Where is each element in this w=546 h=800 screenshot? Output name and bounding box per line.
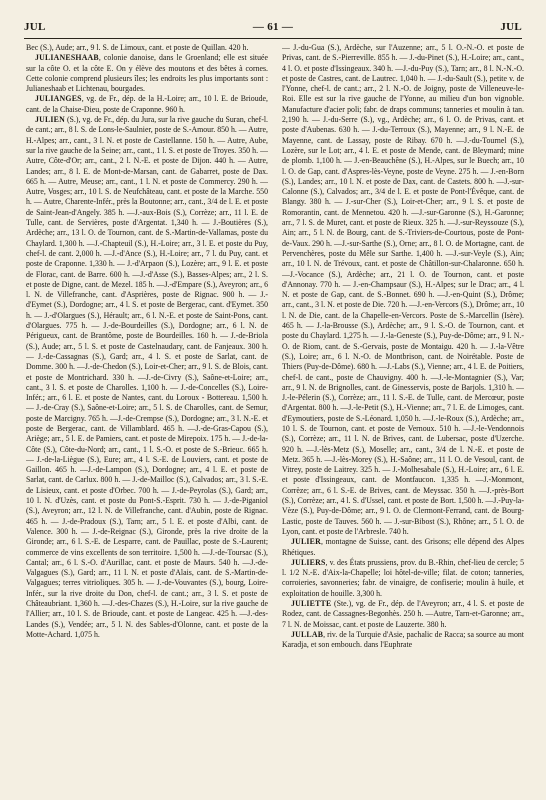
entry-text: , riv. de la Turquie d'Asie, pachalic de Racca; sa source au mont Karadja, et son embouch. dans l'Euphrate (282, 629, 524, 650)
header-rule (24, 38, 522, 39)
entry-headword: JULIEN (35, 115, 65, 125)
entry-text: , montagne de Suisse, cant. des Grisons; elle dépend des Alpes Rhétiques. (282, 537, 524, 557)
dictionary-entry (282, 537, 524, 558)
dictionary-entry (282, 630, 524, 651)
entry-text: , colonie danoise, dans le Groenland; elle est située sur la côte O. et la côte E. On y élève des moutons et des bêtes à cornes. Cette colonie comprend plusieurs îles; les endroits les plus importants sont : Julianeshaab et Lichtenau, bourgades. (26, 53, 268, 94)
entry-headword: JULIANESHAAB (35, 53, 99, 63)
dictionary-entry (282, 43, 524, 537)
entry-headword: JULIER (291, 537, 321, 547)
entry-text: (Ste.), vg. de Fr., dép. de l'Aveyron; arr., 4 l. S. et poste de Rodez, cant. de Cassagnes-Begonhès. 250 h. —Autre, Tarn-et-Garonne; arr., 7 l. N. de Moissac, cant. et poste de Lauzerte. 380 h. (282, 599, 524, 629)
page-number: — 61 — (252, 21, 294, 33)
running-head-left: JUL (24, 21, 46, 33)
dictionary-entry (26, 43, 268, 53)
entry-text: — J.-du-Gua (S.), Ardèche, sur l'Auzenne; arr., 5 l. O.-N.-O. et poste de Privas, cant. de S.-Pierreville. 855 h. — J.-du-Pinet (S.), H.-Loire; arr., cant., 4 l. O. et poste d'Issingeaux. 340 h. —J.-du-Puy (S.), Tarn; arr., 8 l. N.-N.-O. et poste de Castres, cant. de Lautrec. 1,040 h. — J.-du-Sault (S.), petite v. de l'Yonne, chef-l. de cant.; arr., 2 l. N.-O. de Joigny, poste de Villeneuve-le-Roi. Elle est sur la rive gauche de l'Yonne, au milieu d'un bon vignoble. Manufacture d'acier poli; fabr. de draps communs; tanneries et moulin à tan. 2,190 h. — J.-du-Serre (S.), vg., Ardèche; arr., 6 l. O. de Privas, cant. et poste d'Aubenas. 630 h. — J.-du-Terroux (S.), Mayenne; arr., 9 l. N.-E. de Mayenne, cant. de Lassay, poste de Ribay. 670 h. —J.-du-Tournel (S.), Lozère, sur le Lot; arr., 4 l. E. et poste de Mende, cant. de Bleymard; mine de plomb. 1,100 h. — J.-en-Beauchêne (S.), H.-Alpes, sur le Buech; arr., 10 l. O. de Gap, cant. d'Aspres-lès-Veyne, poste de Veyne. 275 h. — J.-en-Born (S.), Landes; arr., 10 l. N. et poste de Dax, cant. de Castets. 800 h. —J.-sur-Calonne (S.), Calvados; arr., 3/4 de l. E. et poste de Pont-l'Évêque, cant. de Blangy. 380 h. — J.-sur-Cher (S.), Loir-et-Cher; arr., 9 l. S. et poste de Romorantin, cant. de Mennetou. 420 h. —J.-sur-Garonne (S.), H.-Garonne; arr., 7 l. S. de Muret, cant. et poste de Rieux. 325 h. —J.-sur-Reyssouze (S.), Ain; arr., 5 l. N. de Bourg, cant. de S.-Triviers-de-Courtous, poste de Pont-de-Vaux. 290 h. —J.-sur-Sarthe (S.), Orne; arr., 8 l. O. de Mortagne, cant. de Pervenchères, poste du Mêle sur Sarthe. 1,400 h. —J.-sur-Veyle (S.), Ain; arr., 10 l. N. de Trévoux, cant. et poste de Châtillon-sur-Chalaronne. 650 h. —J.-Vocance (S.), Ardèche; arr., 21 l. O. de Tournon, cant. et poste d'Annonay. 770 h. — J.-en-Champsaur (S.), H.-Alpes; sur le Drac; arr., 4 l. N. et poste de Gap, cant. de S.-Bonnet. 690 h. —J.-en-Quint (S.), Drôme; arr., cant., 3 l. N. et poste de Die. 720 h. —J.-en-Vercors (S.), Drôme; arr., 10 l. N. de Die, cant. de la Chapelle-en-Vercors. Poste de S.-Marcellin (Isère). 465 h. — J.-la-Brousse (S.), Ardèche; arr., 9 l. S.-O. de Tournon, cant. et poste du Chaylard. 1,275 h. — J.-la-Geneste (S.), Puy-de-Dôme; arr., 9 l. N.-O. de Riom, cant. de S.-Gervais, poste de Montaigu. 420 h. — J.-la-Vêtre (S.), Loire; arr., 6 l. N.-O. de Montbrison, cant. de Noirétable. Poste de Thiers (Puy-de-Dôme). 680 h. —J.-Labs (S.), Vienne; arr., 4 l. E. de Poitiers, chef-l. de cant., poste de Chauvigny. 400 h. —J.-le-Montagnier (S.), Var; arr., 9 l. N. de Brignolles, cant. de Ginesservis, poste de Barjols. 1,310 h. — J.-le-Pélerin (S.), Corrèze; arr., 11 l. S.-E. de Tulle, cant. de Mercœur, poste d'Argentat. 800 h. —J.-le-Petit (S.), H.-Vienne; arr., 7 l. E. de Limoges, cant. d'Eymoutiers, poste de S.-Léonard. 1,050 h. —J.-le-Roux (S.), Ardèche; arr., 10 l. S. de Tournon, cant. et poste de Vernoux. 510 h. —J.-le-Vendonnois (S.), Corrèze; arr., 11 l. N. de Brives, cant. de Lubersac, poste d'Uzerche. 920 h. —J.-lès-Metz (S.), Moselle; arr., cant., 3/4 de l. N.-E. et poste de Metz. 365 h. —J.-lès-Morey (S.), H.-Saône; arr., 11 l. O. de Vesoul, cant. de Vitrey, poste de Laitrey. 325 h. — J.-Molhesabale (S.), H.-Loire; arr., 6 l. E. et poste d'Issingeaux, cant. de Montfaucon. 1,335 h. —J.-Monmont, Corrèze; arr., 6 l. S.-E. de Brives, cant. de Meyssac. 350 h. —J.-près-Bort (S.), Corrèze; arr., 4 l. S. d'Ussel, cant. et poste de Bort. 1,500 h. —J.-Puy-la-Vèze (S.), Puy-de-Dôme; arr., 9 l. O. de Clermont-Ferrand, cant. de Bourg-Lastic, poste de Tauves. 560 h. — J.-sur-Bibost (S.), Rhône; arr., 5 l. O. de Lyon, cant. et poste de l'Arbresle. 740 h. (282, 43, 524, 536)
page-header (24, 21, 522, 37)
dictionary-entry (282, 599, 524, 630)
entry-headword: JULIERS (291, 557, 326, 567)
dictionary-entry (26, 94, 268, 115)
dictionary-entry (26, 115, 268, 640)
entry-text: , vg. de Fr., dép. de la H.-Loire; arr., 10 l. E. de Brioude, cant. de la Chaise-Dieu, poste de Craponne. 960 h. (26, 94, 268, 114)
entry-headword: JULIANGES (35, 94, 82, 104)
entry-headword: JULIETTE (291, 599, 332, 609)
left-column (26, 43, 268, 793)
right-column (282, 43, 524, 793)
dictionary-entry (26, 53, 268, 94)
entry-text: , v. des États prussiens, prov. du B.-Rhin, chef-lieu de cercle; 5 l. 1/2 N.-E. d'Aix-la-Chapelle; loi hôtel-de-ville; filat. de coton; tanneries, corroieries, savonneries; fabr. de vinaigre, de confiserie; moulin à huile, et exploitation de houille. 3,300 h. (282, 557, 524, 598)
entry-text: Bec (S.), Aude; arr., 9 l. S. de Limoux, cant. et poste de Quillan. 420 h. (26, 43, 249, 52)
running-head-right: JUL (500, 21, 522, 33)
entry-headword: JULLAB (291, 629, 324, 639)
dictionary-entry (282, 558, 524, 599)
entry-text: (S.), vg. de Fr., dép. du Jura, sur la rive gauche du Suran, chef-l. de cant.; arr., 8 l. S. de Lons-le-Saulnier, poste de S.-Amour. 850 h. — Autre, H.-Alpes; arr., cant., 3 l. N. et poste de Castellanne. 150 h. — Autre, Aube, sur la rive gauche de la Seine; arr., cant., 1 l. S. et poste de Troyes. 350 h. — Autre, Côte-d'Or; arr., cant., 2 l. N.-E. et poste de Dijon. 440 h. — Autre, Landes; arr., 8 l. E. de Mont-de-Marsan, cant. de Gabarret, poste de Dax. 665 h. — Autre, Meuse; arr., cant., 1 l. N. et poste de Commercy. 290 h. — Autre, Vosges; arr., 10 l. S. de Neufchâteau, cant. et poste de la Marche. 550 h. — Autre, Charente-Infér., près la Boutonne; arr., cant., 3/4 de l. E. et poste de Saint-Jean-d'Angely. 385 h. —J.-aux-Bois (S.), Corrèze; arr., 11 l. E. de Tulle, cant. de Servières, poste d'Argentat. 1,340 h. — J.-Boutières (S.), Ardèche; arr., 13 l. O. de Tournon, cant. de S.-Martin-de-Vallamas, poste du Chaylard. 1,300 h. —J.-Chapteuil (S.), H.-Loire; arr., 3 l. E. et poste du Puy, chef-l. de cant. 2,000 h. —J.-d'Ance (S.), H.-Loire; arr., 7 l. du Puy, cant. et poste de Craponne. 1,330 h. — J.-d'Arpaon (S.), Lozère; arr., 9 l. E. et poste de Florac, cant. de Barre. 600 h. —J.-d'Asse (S.), Basses-Alpes; arr., 2 l. S. et poste de Digne, cant. de Mezel. 185 h. —J.-d'Empare (S.), Aveyron; arr., 6 l. N. de Villefranche, cant. d'Asprières, poste de Rignac. 900 h. — J.-d'Eymet (S.), Dordogne; arr., 4 l. S. et poste de Bergerac, cant. d'Eymet. 350 h. — J.-d'Olargues (S.), Hérault; arr., 6 l. N.-E. et poste de Saint-Pons, cant. d'Olargues. 775 h. — J.-de-Bourdeilles (S.), Dordogne; arr., 6 l. N. de Périgueux, cant. de Brantôme, poste de Bourdeilles. 160 h. — J.-de-Briola (S.), Aude; arr., 5 l. S. et poste de Castelnaudary, cant. de Fanjeaux. 300 h. — J.-de-Cassagnas (S.), Gard; arr., 4 l. S. et poste de Sarlat, cant. de Domme. 300 h. —J.-de-Chedon (S.), Loir-et-Cher; arr., 9 l. S. de Blois, cant. et poste de Montrichard. 330 h. —J.-de-Civry (S.), Saône-et-Loire; arr., cant., 3 l. S. et poste de Charolles. 1,100 h. — J.-de-Concelles (S.), Loire-Infér.; arr., 6 l. E. et poste de Nantes, cant. du Loroux - Bottereau. 1,500 h. — J.-de-Cray (S.), Saône-et-Loire; arr., 5 l. S. de Charolles, cant. de Semur, poste de Marcigny. 765 h. —J.-de-Crempse (S.), Dordogne; arr., 3 l. N.-E. et poste de Bergerac, cant. de Villamblard. 465 h. —J.-de-Gras-Capou (S.), Ariège; arr., 5 l. E. de Pamiers, cant. et poste de Mirepoix. 175 h. — J.-de-la-Côte (S.), Côte-du-Nord; arr., cant., 1 l. S.-O. et poste de S.-Brieuc. 665 h. — J.-de-la-Liègue (S.), Eure; arr., 4 l. S.-E. de Louviers, cant. et poste de Gaillon. 465 h. —J.-de-Lampon (S.), Dordogne; arr., 4 l. E. et poste de Sarlat, cant. de Carlux. 800 h. — J.-de-Mailloc (S.), Calvados; arr., 3 l. S.-E. de Lisieux, cant. et poste d'Orbec. 700 h. — J.-de-Peyrolas (S.), Gard; arr., 10 l. N. d'Uzès, cant. et poste du Pont-S.-Esprit. 730 h. — J.-de-Piganiol (S.), Aveyron; arr., 12 l. N. de Villefranche, cant. d'Aubin, poste de Rignac. 465 h. — J.-de-Pradoux (S.), Tarn; arr., 5 l. E. et poste d'Albi, cant. de Valence. 300 h. — J.-de-Reignac (S.), Gironde, près la rive droite de la Gironde; arr., 6 l. S.-E. de Lesparre, cant. de Pauillac, poste de S.-Laurent; commerce de vins excellents de son territoire. 1,500 h. —J.-de-Toursac (S.), Cantal; arr., 6 l. S.-O. d'Aurillac, cant. et poste de Maurs. 540 h. —J.-de-Valgagues (S.), Gard; arr., 11 l. N. et poste d'Alais, cant. de S.-Martin-de-Valgagues; terres vitrioliques. 305 h. — J.-de-Vouvantes (S.), bourg, Loire-Infér., sur la rive droite du Don, chef-l. de cant.; arr., 3 l. S. et poste de Châteaubriant. 1,360 h. —J.-des-Chazes (S.), H.-Loire, sur la rive gauche de l'Allier; arr., 10 l. S. de Brioude, cant. et poste de Langeac. 425 h. —J.-des-Landes (S.), Vendée; arr., 5 l. N. des Sables-d'Olonne, cant. et poste de la Motte-Achard. 1,075 h. (26, 115, 268, 639)
